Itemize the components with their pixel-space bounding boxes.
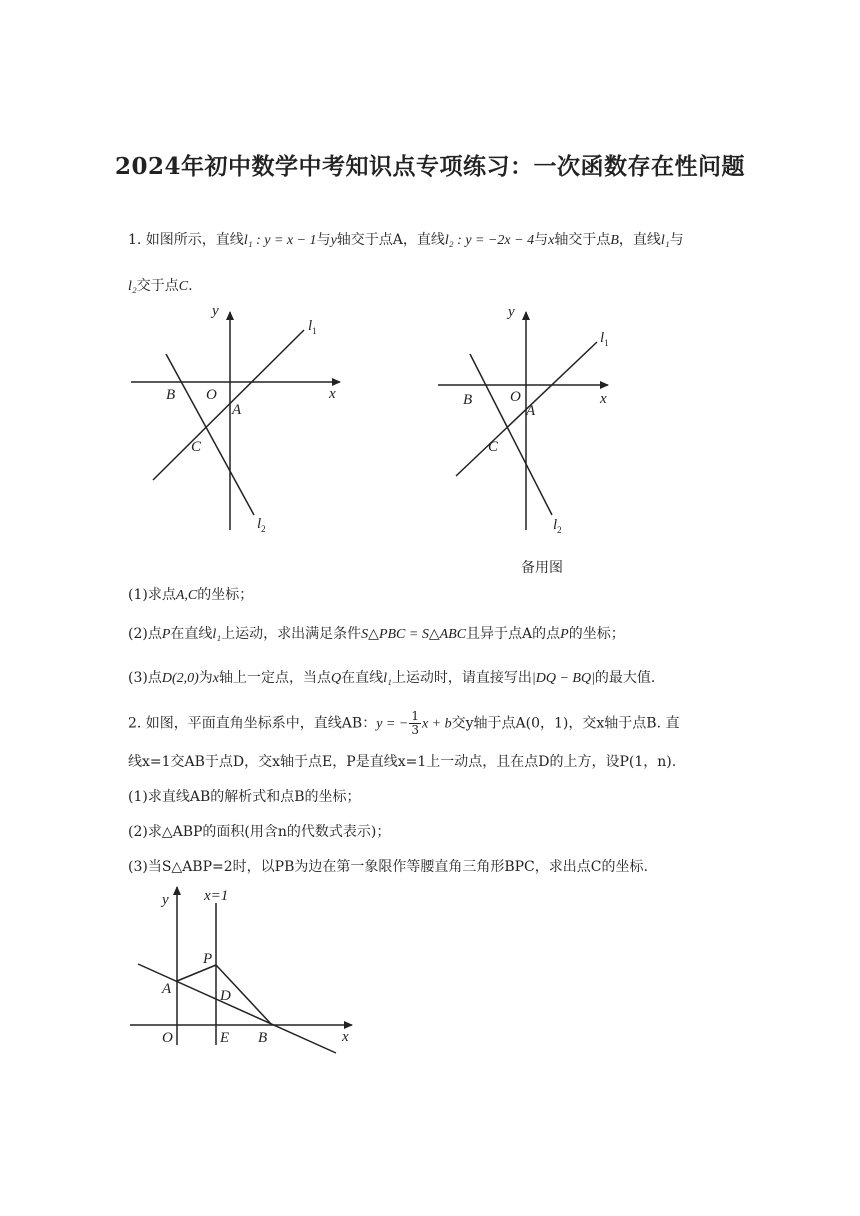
point-O-label: O xyxy=(162,1030,173,1046)
q1-line-1: 1. 如图所示，直线l₁ : y = x − 1与y轴交于点A，直线l₂ : y = −2x − 4与x轴交于点B，直线l₁与 xyxy=(128,232,684,248)
segment-AP xyxy=(177,965,216,981)
l2-label: $l_2$ xyxy=(553,517,562,535)
point-D-label: D xyxy=(220,988,231,1004)
q2-part-2: (2)求△ABP的面积(用含n的代数式表示)； xyxy=(128,824,391,840)
point-B-label: B xyxy=(166,387,176,403)
q1-line-2: l₂交于点C. xyxy=(128,278,193,294)
figure-3 xyxy=(126,883,366,1058)
l1-label: $l_1$ xyxy=(308,318,317,336)
point-P-label: P xyxy=(203,951,213,967)
x-equals-1-label: x=1 xyxy=(204,888,229,904)
point-B-label: B xyxy=(258,1030,268,1046)
point-O-label: O xyxy=(206,387,217,403)
l1-label: $l_1$ xyxy=(600,330,609,348)
backup-figure-caption: 备用图 xyxy=(521,560,563,576)
q2-part-3: (3)当S△ABP=2时，以PB为边在第一象限作等腰直角三角形BPC，求出点C的坐标. xyxy=(128,859,648,875)
q2-part-1: (1)求直线AB的解析式和点B的坐标； xyxy=(128,789,361,805)
point-B-label: B xyxy=(463,392,473,408)
point-A-label: A xyxy=(162,981,172,997)
x-label: x xyxy=(329,386,336,402)
point-A-label: A xyxy=(232,402,242,418)
fraction-one-third: $\frac{1}{3}$ xyxy=(411,709,419,737)
point-O-label: O xyxy=(510,389,521,405)
x-label: x xyxy=(342,1029,349,1045)
point-A-label: A xyxy=(526,403,536,419)
line-l2 xyxy=(166,354,254,515)
line-l1 xyxy=(153,330,304,480)
y-label: y xyxy=(508,304,515,320)
point-E-label: E xyxy=(220,1030,230,1046)
point-C-label: C xyxy=(191,439,202,455)
point-C-label: C xyxy=(488,439,499,455)
y-label: y xyxy=(212,303,219,319)
q1-part-2: (2)点P在直线l₁上运动，求出满足条件S△PBC = S△ABC且异于点A的点P的坐标； xyxy=(128,626,625,642)
q2-line-2: 线x=1交AB于点D，交x轴于点E，P是直线x=1上一动点，且在点D的上方，设P(1，n). xyxy=(128,754,677,770)
figure-2-backup xyxy=(434,302,664,547)
q2-line-1: 2. 如图，平面直角坐标系中，直线AB：y = − $\frac{1}{3}$ x + b交y轴于点A(0，1)，交x轴于点B. 直 xyxy=(128,709,680,737)
figure-1 xyxy=(126,302,356,547)
q1-part-1: (1)求点A,C的坐标； xyxy=(128,587,254,603)
line-l2 xyxy=(470,354,552,515)
l2-label: $l_2$ xyxy=(257,516,266,534)
q1-part-3: (3)点D(2,0)为x轴上一定点，当点Q在直线l₁上运动时，请直接写出|DQ − BQ|的最大值. xyxy=(128,670,656,686)
page-title: 2024年初中数学中考知识点专项练习：一次函数存在性问题 xyxy=(114,153,745,180)
x-label: x xyxy=(600,391,607,407)
y-label: y xyxy=(162,892,169,908)
